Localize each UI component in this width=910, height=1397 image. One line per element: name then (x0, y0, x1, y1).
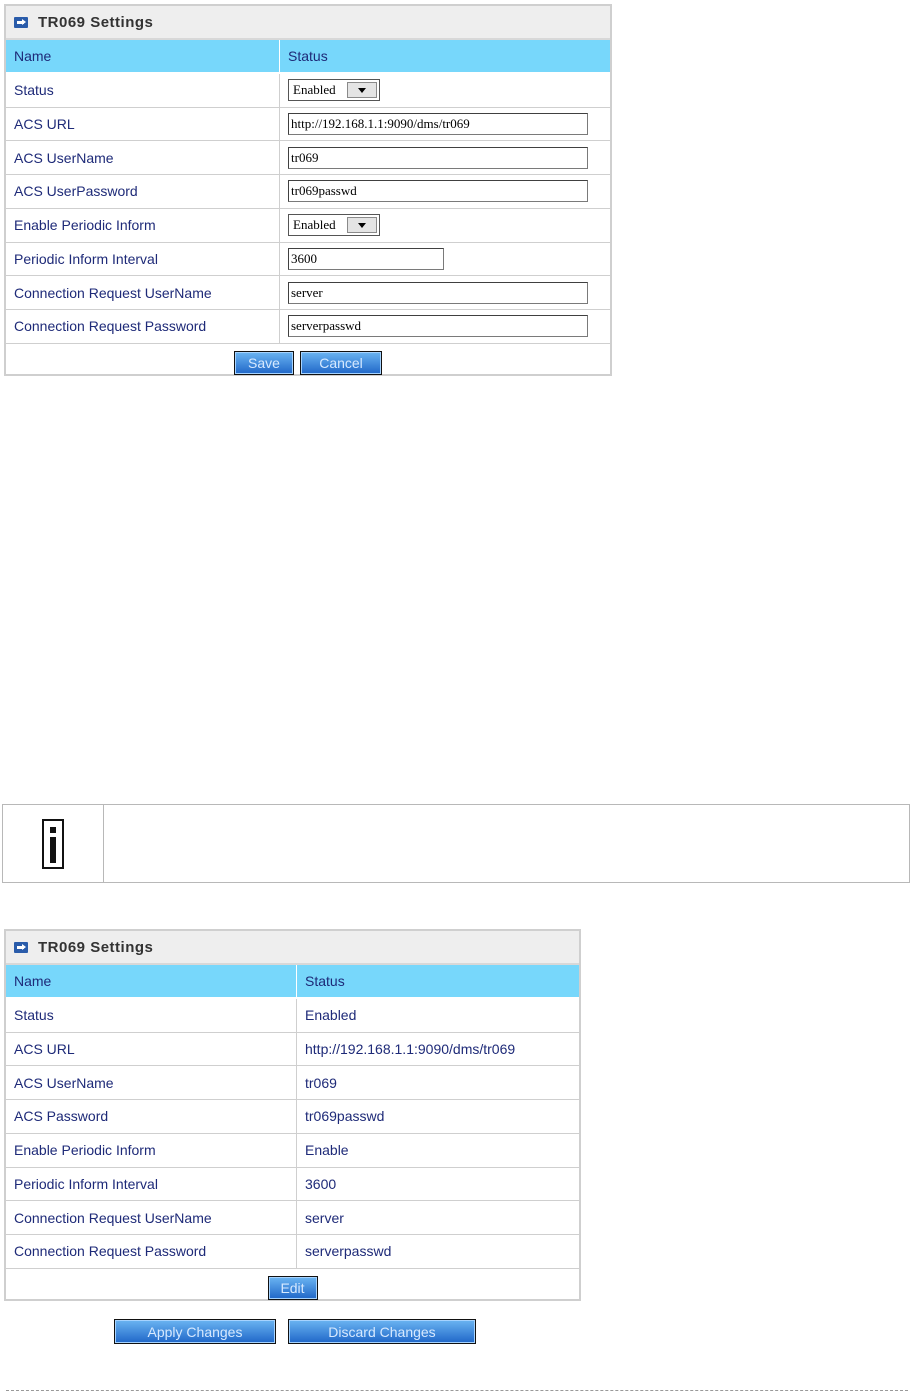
row-label: ACS UserName (6, 1066, 297, 1099)
connection-request-username-input[interactable] (288, 282, 588, 304)
row-label: ACS UserName (6, 141, 280, 174)
row-label: Status (6, 999, 297, 1032)
row-value: 3600 (305, 1175, 337, 1192)
table-row (6, 1134, 579, 1168)
edit-button[interactable]: Edit (268, 1276, 318, 1300)
panel-title-text: TR069 Settings (38, 938, 154, 956)
row-value: Enabled (305, 1007, 357, 1024)
row-label: ACS Password (6, 1100, 297, 1133)
table-row (6, 1235, 579, 1269)
row-value: http://192.168.1.1:9090/dms/tr069 (305, 1040, 516, 1057)
tr069-settings-edit-panel (4, 4, 612, 376)
save-button[interactable]: Save (234, 351, 294, 375)
table-row (6, 1201, 579, 1235)
row-acs-userpassword (6, 175, 610, 209)
select-value: Enabled (293, 217, 336, 233)
row-label: Status (6, 74, 280, 107)
row-label: ACS URL (6, 108, 280, 141)
acs-url-input[interactable] (288, 113, 588, 135)
table-row (6, 1033, 579, 1067)
row-label: Connection Request Password (6, 1235, 297, 1268)
panel-title-text: TR069 Settings (38, 13, 154, 31)
chevron-down-icon[interactable] (347, 82, 377, 98)
cancel-button[interactable]: Cancel (300, 351, 382, 375)
periodic-inform-select[interactable] (288, 214, 380, 236)
row-label: Periodic Inform Interval (6, 1168, 297, 1201)
note-box (2, 804, 910, 883)
arrow-right-icon (14, 17, 28, 28)
panel-title (6, 6, 610, 40)
chevron-down-icon[interactable] (347, 217, 377, 233)
row-enable-periodic-inform (6, 209, 610, 243)
header-status: Status (288, 47, 328, 64)
edit-button-row (6, 344, 610, 378)
row-label: Periodic Inform Interval (6, 243, 280, 276)
header-name: Name (6, 965, 297, 997)
view-button-row (6, 1269, 579, 1303)
row-label: Connection Request Password (6, 310, 280, 343)
dashed-divider (6, 1390, 908, 1391)
row-value: serverpasswd (305, 1243, 392, 1260)
note-icon-cell (3, 805, 104, 882)
arrow-right-icon (14, 942, 28, 953)
row-label: ACS URL (6, 1033, 297, 1066)
tr069-settings-view-panel (4, 929, 581, 1301)
row-value: Enable (305, 1142, 349, 1159)
table-row (6, 1100, 579, 1134)
select-value: Enabled (293, 82, 336, 98)
periodic-inform-interval-input[interactable] (288, 248, 444, 270)
row-connection-request-username (6, 276, 610, 310)
table-header (6, 965, 579, 999)
row-label: Enable Periodic Inform (6, 1134, 297, 1167)
info-icon (42, 819, 64, 869)
table-header (6, 40, 610, 74)
row-value: tr069 (305, 1074, 337, 1091)
row-value: tr069passwd (305, 1108, 385, 1125)
row-label: Enable Periodic Inform (6, 209, 280, 242)
row-periodic-inform-interval (6, 243, 610, 277)
panel-title (6, 931, 579, 965)
apply-changes-button[interactable]: Apply Changes (114, 1319, 276, 1344)
note-content (104, 805, 909, 882)
status-select[interactable] (288, 79, 380, 101)
row-label: Connection Request UserName (6, 1201, 297, 1234)
table-row (6, 1066, 579, 1100)
row-status (6, 74, 610, 108)
row-connection-request-password (6, 310, 610, 344)
discard-changes-button[interactable]: Discard Changes (288, 1319, 476, 1344)
row-acs-username (6, 141, 610, 175)
row-value: server (305, 1209, 344, 1226)
row-label: ACS UserPassword (6, 175, 280, 208)
acs-username-input[interactable] (288, 147, 588, 169)
row-acs-url (6, 108, 610, 142)
table-row (6, 999, 579, 1033)
row-label: Connection Request UserName (6, 276, 280, 309)
header-name: Name (6, 40, 280, 72)
header-status: Status (305, 972, 345, 989)
acs-userpassword-input[interactable] (288, 180, 588, 202)
connection-request-password-input[interactable] (288, 315, 588, 337)
table-row (6, 1168, 579, 1202)
